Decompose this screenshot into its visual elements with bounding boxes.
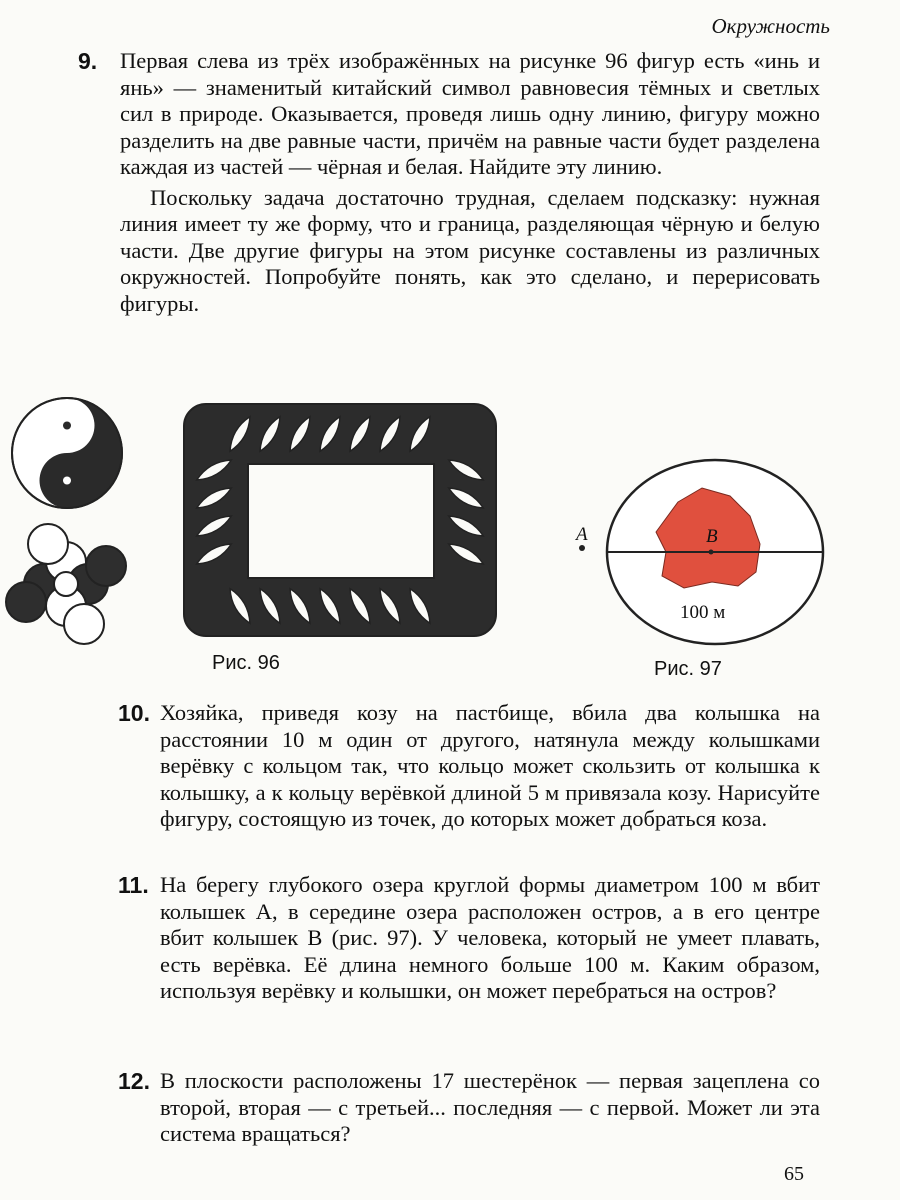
point-b-label: B <box>706 526 718 547</box>
circle-rosette-figure <box>0 528 130 640</box>
figure-96-caption: Рис. 96 <box>212 652 280 674</box>
problem-number: 9. <box>78 48 98 74</box>
problem-hint: Поскольку задача достаточно трудная, сделаем подсказку: нужная линия имеет ту же форму, что и граница, разделяющая чёрную и белую части. Две другие фигуры на этом рисунке составлены из различных окружностей. Попробуйте понять, как это сделано, и перерисовать фигуры. <box>120 184 820 316</box>
lake-figure <box>570 460 840 660</box>
diameter-label: 100 м <box>680 602 726 623</box>
problem-12 <box>118 1068 820 1148</box>
point-a-label: A <box>576 524 588 545</box>
problem-number: 12. <box>118 1068 150 1094</box>
yin-yang-figure <box>0 398 130 510</box>
problem-number: 10. <box>118 700 150 726</box>
problem-11 <box>118 872 820 1005</box>
problem-9 <box>78 48 820 317</box>
page-number: 65 <box>784 1163 804 1185</box>
point-b <box>709 550 714 555</box>
problem-text: На берегу глубокого озера круглой формы диаметром 100 м вбит колышек A, в середине озера расположен остров, а в его центре вбит колышек B (рис. 97). У человека, который не умеет плавать, есть верёвка. Её длина немного больше 100 м. Каким образом, используя верёвку и колышки, он может перебраться на остров? <box>160 872 820 1003</box>
problem-number: 11. <box>118 872 149 898</box>
problem-10 <box>118 700 820 833</box>
problem-text: Первая слева из трёх изображённых на рисунке 96 фигур есть «инь и янь» — знаменитый китайский символ равновесия тёмных и светлых сил в природе. Оказывается, проведя лишь одну линию, фигуру можно разделить на две равные части, причём на равные части будет разделена каждая из частей — чёрная и белая. Найдите эту линию. <box>120 48 820 179</box>
figure-97-caption: Рис. 97 <box>654 658 722 680</box>
running-head: Окружность <box>711 14 830 38</box>
problem-text: В плоскости расположены 17 шестерёнок — первая зацеплена со второй, вторая — с третьей... последняя — с первой. Может ли эта система вращаться? <box>160 1068 820 1146</box>
problem-text: Хозяйка, приведя козу на пастбище, вбила два колышка на расстоянии 10 м один от другого, натянула между колышками верёвку с кольцом так, что кольцо может скользить от колышка к колышку, а к кольцу верёвкой длиной 5 м привязала козу. Нарисуйте фигуру, состоящую из точек, до которых может добраться коза. <box>160 700 820 831</box>
interlaced-frame-figure <box>180 400 500 640</box>
